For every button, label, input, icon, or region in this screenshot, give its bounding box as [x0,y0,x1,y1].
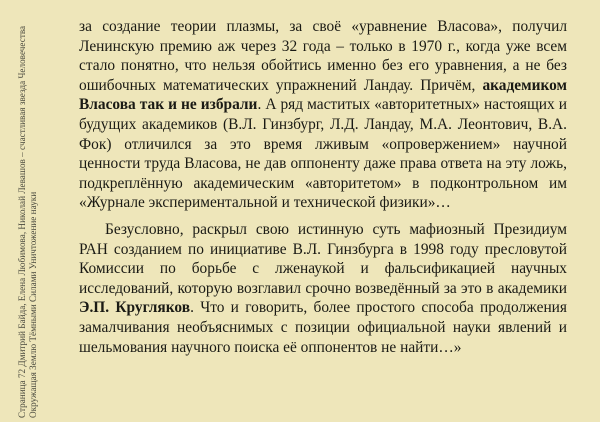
paragraph-2-bold-name: Э.П. Кругляков [79,299,191,317]
running-header-text [17,18,39,418]
running-header-line-2: Окружащая Землю Тёмными Силами Уничтожение науки [28,191,38,418]
paragraph-1 [79,17,567,213]
paragraph-2 [79,220,567,357]
running-header-line-1: Страница 72 Дмитрий Байда, Елена Любимова, Николай Левашов – счастливая звезда Человечества [17,25,27,418]
paragraph-1-part-1: за создание теории плазмы, за своё «уравнение Власова», получил Ленинскую премию аж через 32 года – только в 1970 г., когда уже всем стало понятно, что нельзя обойтись именно без его уравнения, а не без ошибочных математических упражнений Ландау. Причём, [79,18,567,94]
side-running-header [0,0,56,422]
paragraph-1-part-3: . А ряд маститых «авторитетных» настоящих и будущих академиков (В.Л. Гинзбург, Л.Д. Ландау, М.А. Леонтович, В.А. Фок) отличился за это время лживым «опровержением» научной ценности труда Власова, не дав оппоненту даже права ответа на эту ложь, подкреплённую академическим «авторитетом» в подконтрольном им «Журнале экспериментальной и технической физики»… [79,96,568,212]
paragraph-2-part-3: . Что и говорить, более простого способа продолжения замалчивания необъяснимых с позиции официальной науки явлений и шельмования научного поиска её оппонентов не найти…» [79,299,567,356]
page-body-text [79,17,567,357]
paragraph-1-bold-phrase: академиком Власова так и не избрали [79,76,567,114]
paragraph-2-part-1: Безусловно, раскрыл свою истинную суть мафиозный Президиум РАН созданием по инициативе В.Л. Гинзбурга в 1998 году пресловутой Комиссии по борьбе с лженаукой и фальсификацией научных исследований, которую возглавил срочно возведённый за это в академики [79,220,567,297]
